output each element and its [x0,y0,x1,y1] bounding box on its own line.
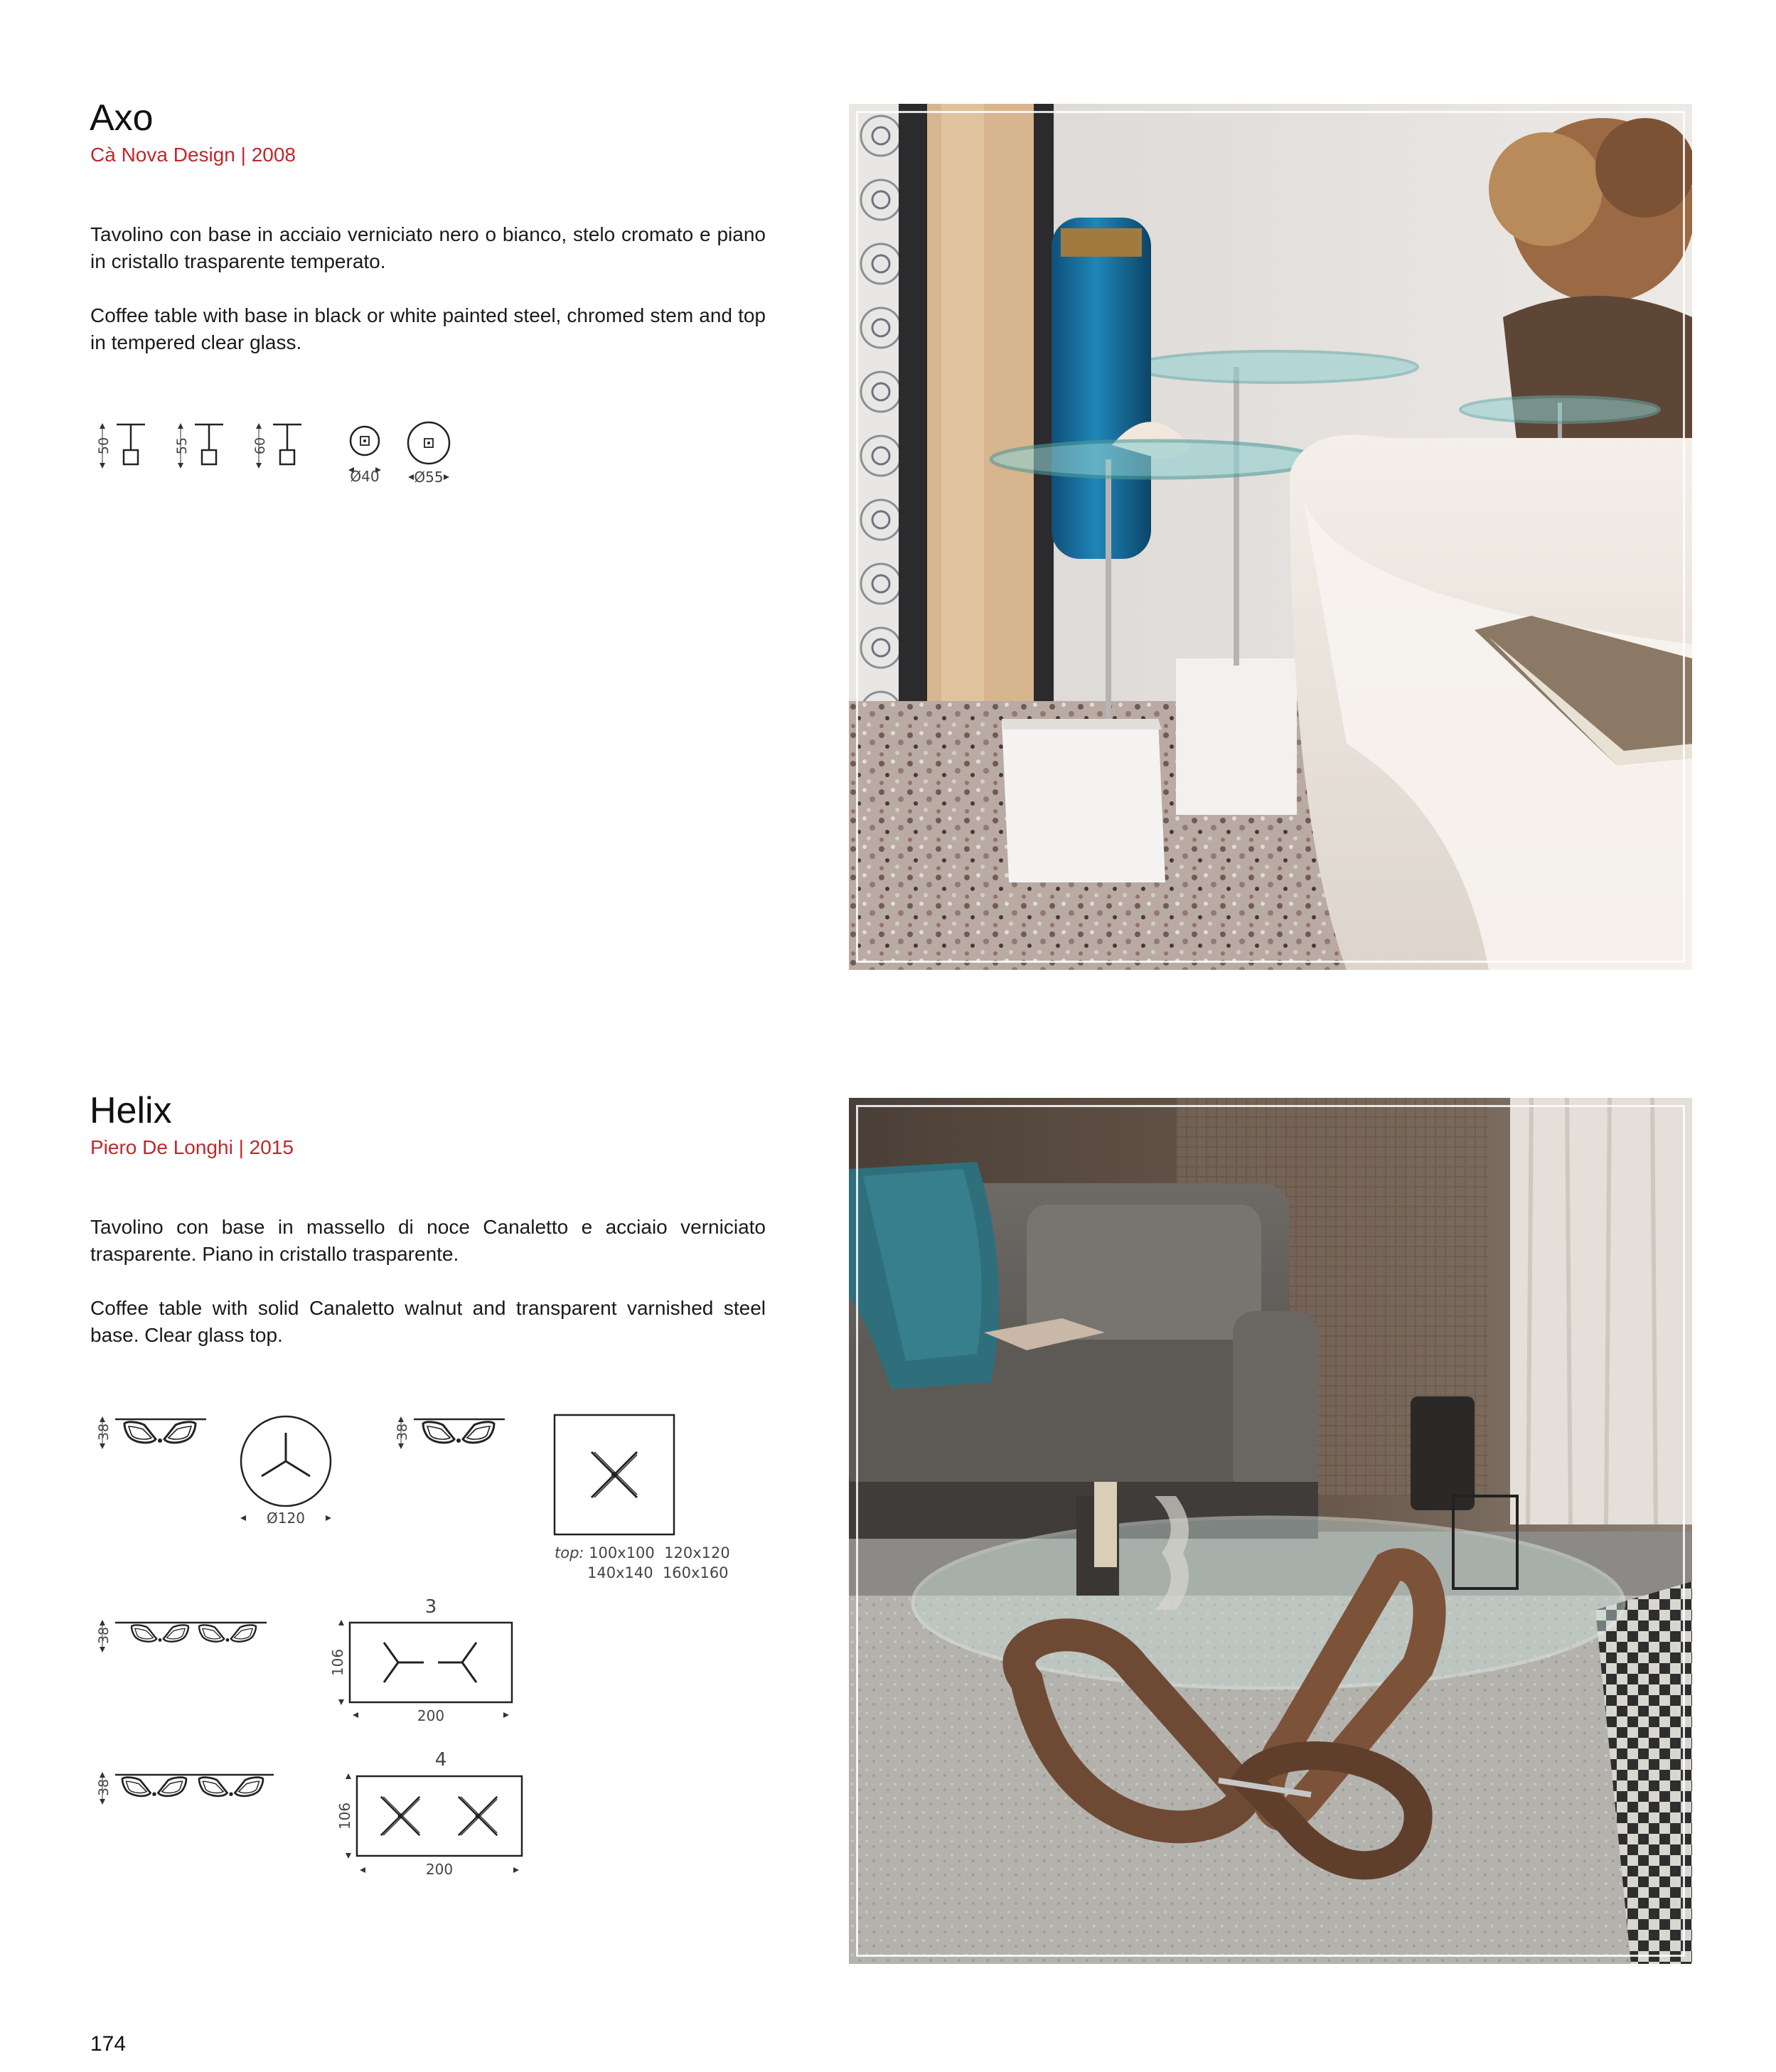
axo-title: Axo [90,97,154,139]
helix-top-view-round [240,1416,331,1521]
helix-round-diameter-label: Ø120 [267,1510,305,1527]
helix-config4-width-label: 200 [425,1861,454,1878]
helix-top-sizes-row1: 100x100 120x120 [589,1544,730,1561]
axo-diameter-label-55: Ø55 [414,469,444,486]
axo-photo [849,104,1692,970]
helix-top-label: top: [555,1544,584,1561]
axo-dimension-icons [92,416,462,494]
helix-side-view-square [398,1416,505,1449]
axo-height-label-3: 60 [252,437,268,455]
helix-config4-label: 4 [434,1749,447,1771]
helix-dimension-diagrams [92,1408,732,1891]
helix-height-label-4: 38 [96,1778,112,1797]
axo-description-en: Coffee table with base in black or white painted steel, chromed stem and top in tempered clear glass. [90,304,766,353]
helix-height-label-2: 38 [395,1423,410,1441]
helix-config3-width-label: 200 [417,1707,445,1724]
helix-config3-label: 3 [424,1596,437,1618]
helix-config3-depth-label: 106 [329,1648,346,1677]
helix-description [90,1214,766,1349]
axo-diameter-label-40: Ø40 [350,468,380,485]
helix-top-sizes [555,1543,730,1563]
helix-title: Helix [90,1090,172,1131]
helix-side-view-round [100,1416,206,1449]
helix-top-view-config4 [346,1773,522,1873]
helix-photo [849,1098,1692,1964]
page-number: 174 [90,2032,127,2056]
axo-height-label-2: 55 [174,437,190,455]
helix-height-label-3: 38 [96,1626,112,1645]
helix-side-view-config3 [100,1620,267,1652]
axo-description-it: Tavolino con base in acciaio verniciato nero o bianco, stelo cromato e piano in cristallo trasparente temperato. [90,223,766,272]
helix-height-label-1: 38 [96,1423,112,1441]
helix-top-view-square [555,1415,674,1534]
helix-config4-depth-label: 106 [336,1802,353,1830]
axo-height-label-1: 50 [96,437,112,455]
axo-designer: Cà Nova Design | 2008 [90,144,296,166]
helix-top-view-config3 [338,1620,512,1718]
axo-top-view-40 [348,427,381,473]
helix-description-en: Coffee table with solid Canaletto walnut and transparent varnished steel base. Clear glass top. [90,1297,766,1346]
axo-description [90,221,766,356]
helix-side-view-config4 [100,1772,274,1805]
helix-top-sizes-row2: 140x140 160x160 [587,1564,729,1581]
helix-designer: Piero De Longhi | 2015 [90,1136,294,1158]
helix-description-it: Tavolino con base in massello di noce Canaletto e acciaio verniciato trasparente. Piano in cristallo trasparente. [90,1216,766,1265]
